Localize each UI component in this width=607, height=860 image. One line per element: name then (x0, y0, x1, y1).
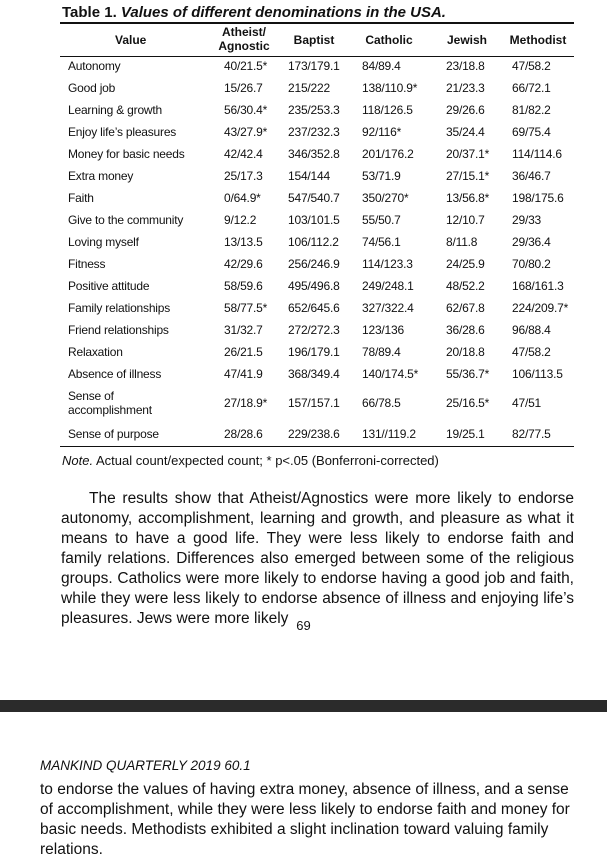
row-label: Money for basic needs (68, 147, 185, 161)
cell-atheist: 28/28.6 (224, 427, 263, 441)
cell-baptist: 235/253.3 (288, 103, 340, 117)
cell-baptist: 368/349.4 (288, 367, 340, 381)
table-note (62, 453, 439, 468)
cell-atheist: 43/27.9* (224, 125, 268, 139)
cell-jewish: 8/11.8 (446, 235, 478, 249)
header-jewish: Jewish (446, 33, 488, 47)
cell-catholic: 84/89.4 (362, 59, 401, 73)
cell-methodist: 82/77.5 (512, 427, 551, 441)
next-page-paragraph: to endorse the values of having extra money, absence of illness, and a sense of accomplishment, while they were less likely to endorse faith and money for basic needs. Methodists exhibited a slight inclination toward valuing family relations. (40, 781, 570, 858)
row-label: Faith (68, 191, 94, 205)
header-methodist: Methodist (509, 33, 567, 47)
header-baptist: Baptist (293, 33, 335, 47)
cell-catholic: 138/110.9* (362, 81, 418, 95)
cell-jewish: 62/67.8 (446, 301, 485, 315)
cell-catholic: 350/270* (362, 191, 409, 205)
cell-baptist: 256/246.9 (288, 257, 340, 271)
row-label (68, 389, 152, 417)
cell-methodist: 47/58.2 (512, 345, 551, 359)
row-label: Learning & growth (68, 103, 162, 117)
cell-jewish: 20/37.1* (446, 147, 490, 161)
cell-baptist: 229/238.6 (288, 427, 340, 441)
cell-catholic: 66/78.5 (362, 396, 401, 410)
cell-jewish: 13/56.8* (446, 191, 490, 205)
row-label: Sense of purpose (68, 427, 159, 441)
row-label: Loving myself (68, 235, 139, 249)
cell-jewish: 19/25.1 (446, 427, 485, 441)
row-label: Autonomy (68, 59, 121, 73)
cell-baptist: 106/112.2 (288, 235, 339, 249)
cell-catholic: 53/71.9 (362, 169, 401, 183)
header-value: Value (115, 33, 147, 47)
cell-catholic: 123/136 (362, 323, 404, 337)
cell-methodist: 29/33 (512, 213, 542, 227)
journal-header: MANKIND QUARTERLY 2019 60.1 (40, 758, 251, 773)
cell-catholic: 55/50.7 (362, 213, 401, 227)
row-label: Positive attitude (68, 279, 150, 293)
cell-baptist: 495/496.8 (288, 279, 340, 293)
cell-methodist: 66/72.1 (512, 81, 551, 95)
cell-baptist: 272/272.3 (288, 323, 340, 337)
cell-catholic: 249/248.1 (362, 279, 414, 293)
cell-atheist: 9/12.2 (224, 213, 257, 227)
cell-catholic: 201/176.2 (362, 147, 414, 161)
cell-methodist: 36/46.7 (512, 169, 551, 183)
cell-catholic: 327/322.4 (362, 301, 414, 315)
body-paragraph (61, 489, 574, 629)
cell-jewish: 48/52.2 (446, 279, 485, 293)
row-label-line1: Sense of (68, 389, 114, 403)
row-label: Give to the community (68, 213, 184, 227)
cell-atheist: 26/21.5 (224, 345, 263, 359)
cell-methodist: 114/114.6 (512, 147, 562, 161)
cell-jewish: 35/24.4 (446, 125, 485, 139)
cell-baptist: 547/540.7 (288, 191, 340, 205)
cell-methodist: 70/80.2 (512, 257, 551, 271)
cell-atheist: 13/13.5 (224, 235, 263, 249)
cell-catholic: 114/123.3 (362, 257, 413, 271)
cell-methodist: 47/58.2 (512, 59, 551, 73)
header-atheist-agnostic (214, 25, 274, 53)
cell-atheist: 31/32.7 (224, 323, 263, 337)
cell-baptist: 157/157.1 (288, 396, 340, 410)
cell-atheist: 0/64.9* (224, 191, 261, 205)
table-title (62, 4, 446, 21)
cell-jewish: 55/36.7* (446, 367, 490, 381)
cell-jewish: 23/18.8 (446, 59, 485, 73)
row-label: Extra money (68, 169, 134, 183)
note-text: Actual count/expected count; * p<.05 (Bonferroni-corrected) (93, 453, 439, 468)
header-catholic: Catholic (365, 33, 413, 47)
row-label: Relaxation (68, 345, 123, 359)
cell-baptist: 154/144 (288, 169, 330, 183)
cell-methodist: 106/113.5 (512, 367, 563, 381)
cell-baptist: 652/645.6 (288, 301, 340, 315)
cell-methodist: 47/51 (512, 396, 542, 410)
row-label: Good job (68, 81, 116, 95)
cell-jewish: 25/16.5* (446, 396, 490, 410)
table-caption: Values of different denominations in the USA. (120, 4, 446, 21)
cell-baptist: 173/179.1 (288, 59, 340, 73)
row-label: Absence of illness (68, 367, 162, 381)
cell-catholic: 140/174.5* (362, 367, 419, 381)
row-label: Family relationships (68, 301, 171, 315)
table-header-rule (60, 56, 574, 57)
page-divider (0, 700, 607, 712)
cell-baptist: 103/101.5 (288, 213, 340, 227)
cell-methodist: 168/161.3 (512, 279, 564, 293)
cell-jewish: 27/15.1* (446, 169, 490, 183)
cell-atheist: 27/18.9* (224, 396, 268, 410)
cell-atheist: 47/41.9 (224, 367, 263, 381)
cell-jewish: 29/26.6 (446, 103, 485, 117)
cell-jewish: 24/25.9 (446, 257, 485, 271)
row-label: Fitness (68, 257, 106, 271)
cell-atheist: 15/26.7 (224, 81, 263, 95)
cell-jewish: 20/18.8 (446, 345, 485, 359)
header-atheist-line2: Agnostic (218, 39, 270, 53)
cell-catholic: 131//119.2 (362, 427, 416, 441)
cell-methodist: 81/82.2 (512, 103, 551, 117)
table-top-rule (60, 22, 574, 24)
cell-methodist: 96/88.4 (512, 323, 551, 337)
note-label: Note. (62, 453, 94, 468)
cell-baptist: 196/179.1 (288, 345, 340, 359)
cell-atheist: 58/77.5* (224, 301, 268, 315)
cell-atheist: 58/59.6 (224, 279, 263, 293)
table-bottom-rule (60, 446, 574, 447)
cell-catholic: 78/89.4 (362, 345, 401, 359)
page-number: 69 (296, 618, 311, 633)
cell-baptist: 215/222 (288, 81, 330, 95)
cell-atheist: 40/21.5* (224, 59, 268, 73)
cell-atheist: 25/17.3 (224, 169, 263, 183)
cell-catholic: 118/126.5 (362, 103, 413, 117)
cell-atheist: 42/42.4 (224, 147, 263, 161)
header-atheist-line1: Atheist/ (221, 25, 266, 39)
row-label: Enjoy life’s pleasures (68, 125, 177, 139)
cell-baptist: 237/232.3 (288, 125, 340, 139)
cell-methodist: 224/209.7* (512, 301, 569, 315)
row-label-line2: accomplishment (68, 403, 152, 417)
cell-jewish: 12/10.7 (446, 213, 485, 227)
cell-atheist: 56/30.4* (224, 103, 268, 117)
cell-methodist: 29/36.4 (512, 235, 551, 249)
body-paragraph-text: The results show that Atheist/Agnostics were more likely to endorse autonomy, accomplishment, learning and growth, and pleasure as what it means to have a good life. They were less likely to endorse faith and family relations. Differences also emerged between some of the religious groups. Catholics were more likely to endorse having a good job and faith, while they were less likely to endorse absence of illness and enjoying life’s pleasures. Jews were more likely (61, 490, 574, 627)
cell-atheist: 42/29.6 (224, 257, 263, 271)
cell-methodist: 69/75.4 (512, 125, 551, 139)
cell-jewish: 21/23.3 (446, 81, 485, 95)
cell-methodist: 198/175.6 (512, 191, 564, 205)
cell-catholic: 92/116* (362, 125, 402, 139)
row-label: Friend relationships (68, 323, 169, 337)
cell-baptist: 346/352.8 (288, 147, 340, 161)
table-label: Table 1. (62, 4, 117, 21)
cell-jewish: 36/28.6 (446, 323, 485, 337)
cell-catholic: 74/56.1 (362, 235, 401, 249)
